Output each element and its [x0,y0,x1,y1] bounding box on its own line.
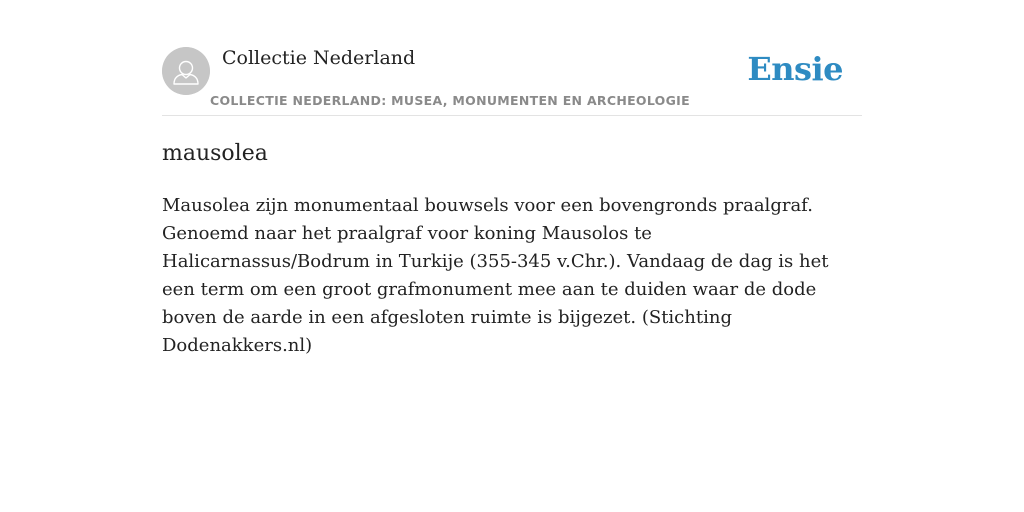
page-title: mausolea [162,141,268,166]
avatar[interactable] [162,47,210,95]
user-icon [162,47,210,95]
author-name[interactable]: Collectie Nederland [222,47,416,69]
entry-card [162,0,862,356]
ensie-logo[interactable]: Ensie [747,50,843,88]
definition-text: Mausolea zijn monumentaal bouwsels voor een bovengronds praalgraf. Genoemd naar het praalgraf voor koning Mausolos te Halicarnassus/Bodrum in Turkije (355-345 v.Chr.). Vandaag de dag is het een term om een groot grafmonument mee aan te duiden waar de dode boven de aarde in een afgesloten ruimte is bijgezet. (Stichting Dodenakkers.nl) [162,195,829,356]
author-subtitle: COLLECTIE NEDERLAND: MUSEA, MONUMENTEN EN ARCHEOLOGIE [210,93,690,108]
entry-header [162,0,862,116]
